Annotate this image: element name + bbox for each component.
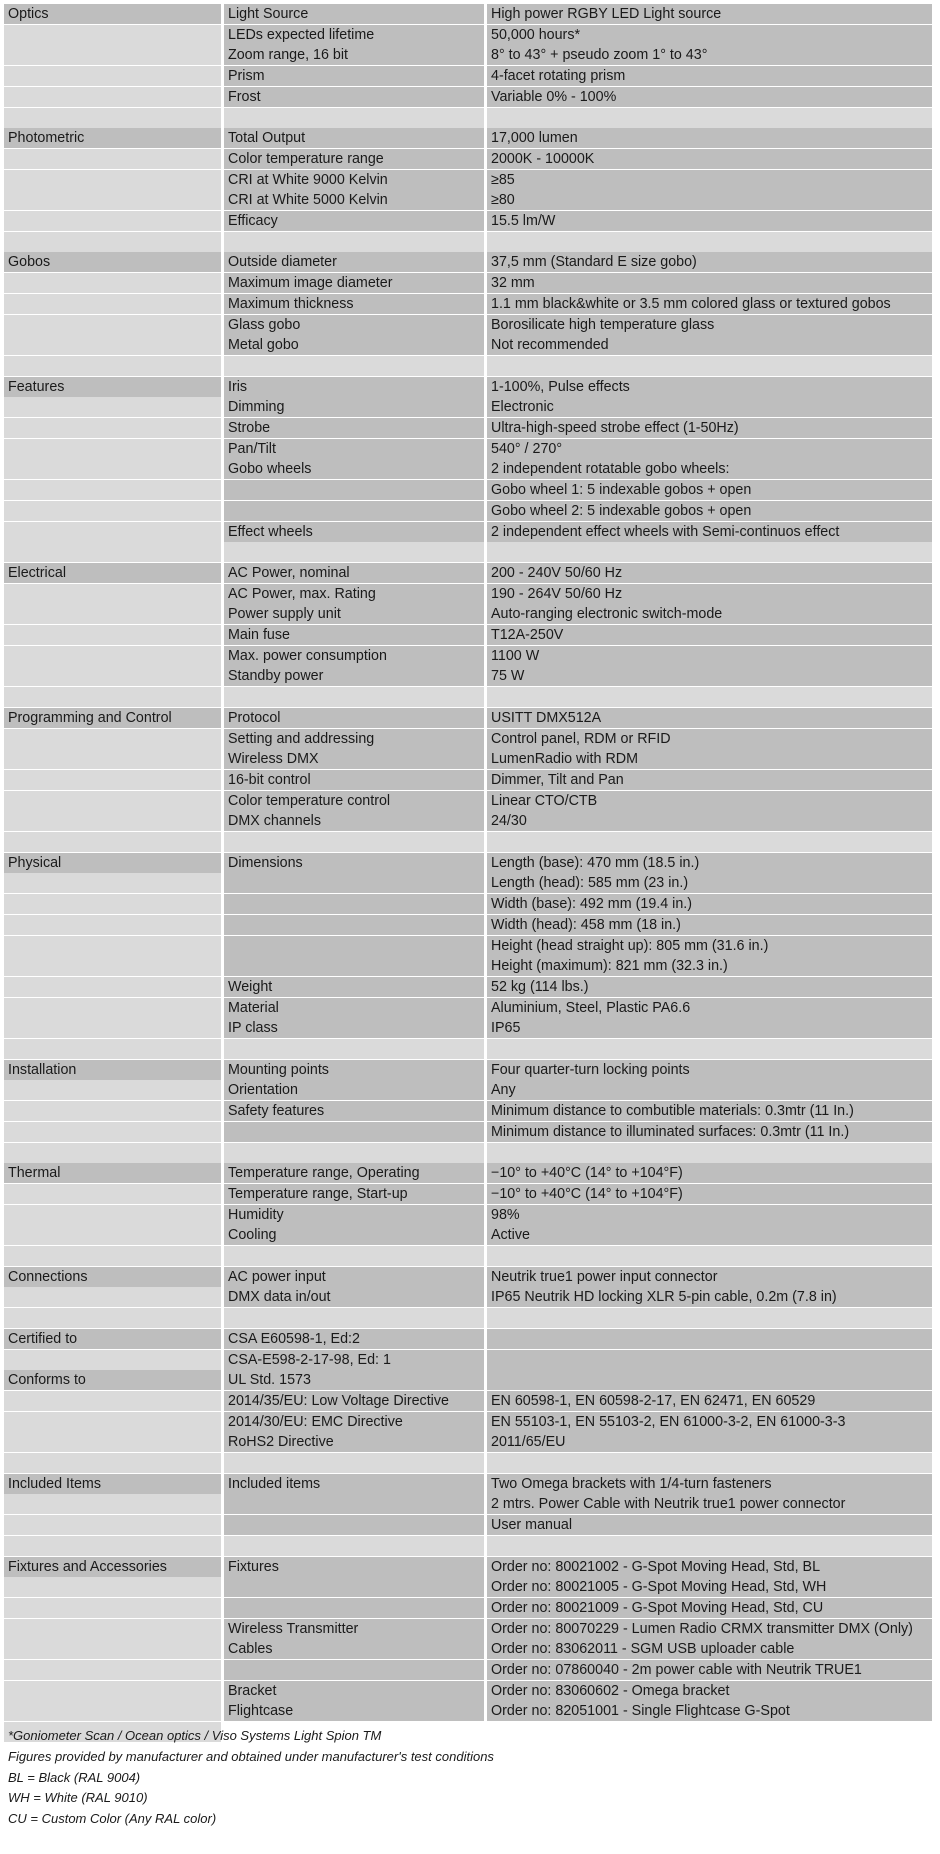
spec-value: 1.1 mm black&white or 3.5 mm colored glass or textured gobos xyxy=(487,294,932,314)
spec-value: 17,000 lumen xyxy=(487,128,932,148)
section-title-filler xyxy=(4,1412,221,1432)
spec-label: Orientation xyxy=(224,1080,484,1100)
spec-value: ≥85 xyxy=(487,170,932,190)
spec-value: 32 mm xyxy=(487,273,932,293)
section-gap xyxy=(224,832,484,852)
spec-value: Order no: 83060602 - Omega bracket xyxy=(487,1681,932,1701)
spec-value: Four quarter-turn locking points xyxy=(487,1060,932,1080)
spec-value: Gobo wheel 1: 5 indexable gobos + open xyxy=(487,480,932,500)
spec-value: 2011/65/EU xyxy=(487,1432,932,1452)
section-title-filler xyxy=(4,397,221,417)
spec-label: Dimensions xyxy=(224,853,484,873)
spec-label: Mounting points xyxy=(224,1060,484,1080)
spec-label: AC power input xyxy=(224,1267,484,1287)
section-title-filler xyxy=(4,315,221,335)
section-title-filler xyxy=(4,335,221,355)
section-title: Physical xyxy=(4,853,221,873)
spec-value: EN 60598-1, EN 60598-2-17, EN 62471, EN 60529 xyxy=(487,1391,932,1411)
spec-label: Wireless DMX xyxy=(224,749,484,769)
spec-value: Two Omega brackets with 1/4-turn fasteners xyxy=(487,1474,932,1494)
footnote: CU = Custom Color (Any RAL color) xyxy=(8,1810,217,1826)
section-title-filler xyxy=(4,1391,221,1411)
spec-label: Color temperature range xyxy=(224,149,484,169)
section-gap xyxy=(224,542,484,562)
spec-label: Standby power xyxy=(224,666,484,686)
section-gap xyxy=(487,232,932,252)
section-gap xyxy=(224,1308,484,1328)
section-gap xyxy=(4,1453,221,1473)
spec-value: Gobo wheel 2: 5 indexable gobos + open xyxy=(487,501,932,521)
section-title: Thermal xyxy=(4,1163,221,1183)
spec-value: 2 mtrs. Power Cable with Neutrik true1 power connector xyxy=(487,1494,932,1514)
footnote: Figures provided by manufacturer and obtained under manufacturer's test conditions xyxy=(8,1748,494,1764)
section-title-filler xyxy=(4,418,221,438)
spec-value xyxy=(487,1350,932,1370)
spec-label-filler xyxy=(224,1660,484,1680)
spec-label: UL Std. 1573 xyxy=(224,1370,484,1390)
section-gap xyxy=(224,356,484,376)
section-gap xyxy=(4,1039,221,1059)
spec-value: Length (base): 470 mm (18.5 in.) xyxy=(487,853,932,873)
spec-value: 75 W xyxy=(487,666,932,686)
section-gap xyxy=(224,1143,484,1163)
spec-label: Prism xyxy=(224,66,484,86)
section-gap xyxy=(224,108,484,128)
spec-value: 2000K - 10000K xyxy=(487,149,932,169)
spec-label: Flightcase xyxy=(224,1701,484,1721)
section-title: Fixtures and Accessories xyxy=(4,1557,221,1577)
section-gap xyxy=(224,1453,484,1473)
spec-label: 16-bit control xyxy=(224,770,484,790)
section-title-filler xyxy=(4,791,221,811)
section-title-filler xyxy=(4,584,221,604)
spec-label-filler xyxy=(224,1515,484,1535)
spec-label: CRI at White 5000 Kelvin xyxy=(224,190,484,210)
spec-value: Width (base): 492 mm (19.4 in.) xyxy=(487,894,932,914)
section-title-filler xyxy=(4,1660,221,1680)
section-title-filler xyxy=(4,149,221,169)
spec-label: Wireless Transmitter xyxy=(224,1619,484,1639)
section-gap xyxy=(487,687,932,707)
spec-value: 540° / 270° xyxy=(487,439,932,459)
spec-value: IP65 Neutrik HD locking XLR 5-pin cable, 0.2m (7.8 in) xyxy=(487,1287,932,1307)
section-title-filler xyxy=(4,1184,221,1204)
spec-value: EN 55103-1, EN 55103-2, EN 61000-3-2, EN 61000-3-3 xyxy=(487,1412,932,1432)
section-title-filler xyxy=(4,45,221,65)
section-gap xyxy=(4,232,221,252)
spec-value: User manual xyxy=(487,1515,932,1535)
spec-value: USITT DMX512A xyxy=(487,708,932,728)
section-gap xyxy=(224,1246,484,1266)
spec-label: Main fuse xyxy=(224,625,484,645)
section-gap xyxy=(487,542,932,562)
spec-value: 98% xyxy=(487,1205,932,1225)
section-gap xyxy=(4,832,221,852)
spec-label: 2014/30/EU: EMC Directive xyxy=(224,1412,484,1432)
section-gap xyxy=(224,232,484,252)
spec-label: Temperature range, Operating xyxy=(224,1163,484,1183)
section-title: Electrical xyxy=(4,563,221,583)
spec-value: Not recommended xyxy=(487,335,932,355)
spec-value: 50,000 hours* xyxy=(487,25,932,45)
spec-value: 2 independent rotatable gobo wheels: xyxy=(487,459,932,479)
section-title-filler xyxy=(4,25,221,45)
spec-label: DMX channels xyxy=(224,811,484,831)
spec-value: Control panel, RDM or RFID xyxy=(487,729,932,749)
section-title-filler xyxy=(4,522,221,542)
footnote: *Goniometer Scan / Ocean optics / Viso Systems Light Spion TM xyxy=(8,1728,382,1744)
spec-value: Auto-ranging electronic switch-mode xyxy=(487,604,932,624)
section-title-filler xyxy=(4,1205,221,1225)
spec-label: Iris xyxy=(224,377,484,397)
spec-label: RoHS2 Directive xyxy=(224,1432,484,1452)
spec-label: Protocol xyxy=(224,708,484,728)
section-title-filler xyxy=(4,439,221,459)
section-gap xyxy=(487,356,932,376)
spec-value: 200 - 240V 50/60 Hz xyxy=(487,563,932,583)
spec-label: Cooling xyxy=(224,1225,484,1245)
spec-value: Neutrik true1 power input connector xyxy=(487,1267,932,1287)
spec-label: Glass gobo xyxy=(224,315,484,335)
section-gap xyxy=(487,1143,932,1163)
spec-label: LEDs expected lifetime xyxy=(224,25,484,45)
spec-label: CRI at White 9000 Kelvin xyxy=(224,170,484,190)
spec-value: Order no: 80070229 - Lumen Radio CRMX transmitter DMX (Only) xyxy=(487,1619,932,1639)
section-title-filler xyxy=(4,87,221,107)
spec-value: Electronic xyxy=(487,397,932,417)
section-title-filler xyxy=(4,1432,221,1452)
section-title-filler xyxy=(4,998,221,1018)
section-title-filler xyxy=(4,1577,221,1597)
section-title-filler xyxy=(4,956,221,976)
spec-label: Light Source xyxy=(224,4,484,24)
section-title-filler xyxy=(4,1494,221,1514)
section-title-filler xyxy=(4,646,221,666)
spec-label: Metal gobo xyxy=(224,335,484,355)
section-title-filler xyxy=(4,873,221,893)
section-title-filler xyxy=(4,1287,221,1307)
spec-value: LumenRadio with RDM xyxy=(487,749,932,769)
section-title-filler xyxy=(4,604,221,624)
spec-label: Effect wheels xyxy=(224,522,484,542)
spec-value: 52 kg (114 lbs.) xyxy=(487,977,932,997)
spec-value: Aluminium, Steel, Plastic PA6.6 xyxy=(487,998,932,1018)
spec-value: 1100 W xyxy=(487,646,932,666)
section-title-filler xyxy=(4,501,221,521)
spec-label: Total Output xyxy=(224,128,484,148)
spec-label: Cables xyxy=(224,1639,484,1659)
spec-label: CSA-E598-2-17-98, Ed: 1 xyxy=(224,1350,484,1370)
section-title: Gobos xyxy=(4,252,221,272)
spec-label-filler xyxy=(224,894,484,914)
section-gap xyxy=(487,108,932,128)
spec-label: Efficacy xyxy=(224,211,484,231)
section-gap xyxy=(487,1536,932,1556)
section-title: Connections xyxy=(4,1267,221,1287)
spec-label: Material xyxy=(224,998,484,1018)
spec-label: Power supply unit xyxy=(224,604,484,624)
spec-label: Zoom range, 16 bit xyxy=(224,45,484,65)
spec-label: Gobo wheels xyxy=(224,459,484,479)
section-title-filler xyxy=(4,190,221,210)
spec-value: ≥80 xyxy=(487,190,932,210)
section-title: Conforms to xyxy=(4,1370,221,1390)
spec-value: T12A-250V xyxy=(487,625,932,645)
section-title-filler xyxy=(4,811,221,831)
section-gap xyxy=(487,832,932,852)
section-title-filler xyxy=(4,625,221,645)
section-title: Photometric xyxy=(4,128,221,148)
section-gap xyxy=(4,542,221,562)
section-gap xyxy=(487,1039,932,1059)
section-title-filler xyxy=(4,1598,221,1618)
spec-label: Safety features xyxy=(224,1101,484,1121)
spec-value: Any xyxy=(487,1080,932,1100)
spec-value: Height (head straight up): 805 mm (31.6 in.) xyxy=(487,936,932,956)
section-title-filler xyxy=(4,1101,221,1121)
section-title: Included Items xyxy=(4,1474,221,1494)
section-title-filler xyxy=(4,459,221,479)
spec-label-filler xyxy=(224,936,484,956)
section-title-filler xyxy=(4,273,221,293)
section-title-filler xyxy=(4,1018,221,1038)
section-title-filler xyxy=(4,480,221,500)
spec-label-filler xyxy=(224,1598,484,1618)
spec-value: High power RGBY LED Light source xyxy=(487,4,932,24)
spec-value: 1-100%, Pulse effects xyxy=(487,377,932,397)
section-title-filler xyxy=(4,894,221,914)
spec-value: Height (maximum): 821 mm (32.3 in.) xyxy=(487,956,932,976)
section-title-filler xyxy=(4,170,221,190)
section-title-filler xyxy=(4,211,221,231)
spec-label-filler xyxy=(224,480,484,500)
section-gap xyxy=(4,356,221,376)
spec-label: Bracket xyxy=(224,1681,484,1701)
spec-label-filler xyxy=(224,1577,484,1597)
spec-value xyxy=(487,1329,932,1349)
spec-label: Weight xyxy=(224,977,484,997)
spec-value: 8° to 43° + pseudo zoom 1° to 43° xyxy=(487,45,932,65)
spec-label: Maximum image diameter xyxy=(224,273,484,293)
section-title: Optics xyxy=(4,4,221,24)
section-title-filler xyxy=(4,1225,221,1245)
spec-label: Outside diameter xyxy=(224,252,484,272)
spec-label: Maximum thickness xyxy=(224,294,484,314)
spec-value: Ultra-high-speed strobe effect (1-50Hz) xyxy=(487,418,932,438)
spec-label: IP class xyxy=(224,1018,484,1038)
section-gap xyxy=(487,1308,932,1328)
spec-value xyxy=(487,1370,932,1390)
section-title-filler xyxy=(4,1350,221,1370)
section-title-filler xyxy=(4,977,221,997)
spec-value: 4-facet rotating prism xyxy=(487,66,932,86)
section-title-filler xyxy=(4,915,221,935)
section-title-filler xyxy=(4,1639,221,1659)
spec-value: Variable 0% - 100% xyxy=(487,87,932,107)
section-title-filler xyxy=(4,749,221,769)
spec-label: Fixtures xyxy=(224,1557,484,1577)
spec-label: Humidity xyxy=(224,1205,484,1225)
spec-label: CSA E60598-1, Ed:2 xyxy=(224,1329,484,1349)
footnote: WH = White (RAL 9010) xyxy=(8,1790,148,1806)
section-gap xyxy=(487,1246,932,1266)
spec-label: Pan/Tilt xyxy=(224,439,484,459)
spec-value: 190 - 264V 50/60 Hz xyxy=(487,584,932,604)
spec-value: 15.5 lm/W xyxy=(487,211,932,231)
section-gap xyxy=(224,687,484,707)
section-title-filler xyxy=(4,936,221,956)
spec-value: Width (head): 458 mm (18 in.) xyxy=(487,915,932,935)
section-title-filler xyxy=(4,770,221,790)
spec-value: 37,5 mm (Standard E size gobo) xyxy=(487,252,932,272)
section-title-filler xyxy=(4,1122,221,1142)
section-gap xyxy=(4,108,221,128)
spec-label: Strobe xyxy=(224,418,484,438)
section-title: Installation xyxy=(4,1060,221,1080)
spec-label: Color temperature control xyxy=(224,791,484,811)
spec-label-filler xyxy=(224,956,484,976)
spec-value: Minimum distance to illuminated surfaces: 0.3mtr (11 In.) xyxy=(487,1122,932,1142)
section-gap xyxy=(4,1308,221,1328)
section-title: Programming and Control xyxy=(4,708,221,728)
spec-value: IP65 xyxy=(487,1018,932,1038)
spec-value: Linear CTO/CTB xyxy=(487,791,932,811)
spec-label: 2014/35/EU: Low Voltage Directive xyxy=(224,1391,484,1411)
section-title-filler xyxy=(4,294,221,314)
spec-value: −10° to +40°C (14° to +104°F) xyxy=(487,1184,932,1204)
spec-value: Dimmer, Tilt and Pan xyxy=(487,770,932,790)
section-gap xyxy=(224,1536,484,1556)
section-title-filler xyxy=(4,729,221,749)
section-title: Certified to xyxy=(4,1329,221,1349)
section-gap xyxy=(487,1453,932,1473)
spec-label: AC Power, nominal xyxy=(224,563,484,583)
spec-label-filler xyxy=(224,873,484,893)
section-title-filler xyxy=(4,1080,221,1100)
section-title-filler xyxy=(4,1681,221,1701)
section-title: Features xyxy=(4,377,221,397)
spec-value: Order no: 80021009 - G-Spot Moving Head, Std, CU xyxy=(487,1598,932,1618)
spec-value: Minimum distance to combutible materials: 0.3mtr (11 In.) xyxy=(487,1101,932,1121)
section-title-filler xyxy=(4,66,221,86)
spec-value: −10° to +40°C (14° to +104°F) xyxy=(487,1163,932,1183)
section-title-filler xyxy=(4,1515,221,1535)
spec-label-filler xyxy=(224,1494,484,1514)
section-gap xyxy=(4,1536,221,1556)
spec-value: 2 independent effect wheels with Semi-continuos effect xyxy=(487,522,932,542)
spec-label: Temperature range, Start-up xyxy=(224,1184,484,1204)
spec-value: Order no: 83062011 - SGM USB uploader cable xyxy=(487,1639,932,1659)
spec-label: AC Power, max. Rating xyxy=(224,584,484,604)
spec-label: Dimming xyxy=(224,397,484,417)
spec-value: Order no: 80021005 - G-Spot Moving Head, Std, WH xyxy=(487,1577,932,1597)
spec-label: Frost xyxy=(224,87,484,107)
spec-value: Length (head): 585 mm (23 in.) xyxy=(487,873,932,893)
spec-label: Setting and addressing xyxy=(224,729,484,749)
spec-label-filler xyxy=(224,915,484,935)
spec-value: Order no: 07860040 - 2m power cable with Neutrik TRUE1 xyxy=(487,1660,932,1680)
section-gap xyxy=(4,1143,221,1163)
spec-label: Max. power consumption xyxy=(224,646,484,666)
spec-value: Active xyxy=(487,1225,932,1245)
spec-label: DMX data in/out xyxy=(224,1287,484,1307)
spec-label: Included items xyxy=(224,1474,484,1494)
footnote: BL = Black (RAL 9004) xyxy=(8,1769,141,1785)
section-gap xyxy=(224,1039,484,1059)
spec-value: 24/30 xyxy=(487,811,932,831)
spec-value: Borosilicate high temperature glass xyxy=(487,315,932,335)
spec-value: Order no: 82051001 - Single Flightcase G-Spot xyxy=(487,1701,932,1721)
spec-value: Order no: 80021002 - G-Spot Moving Head, Std, BL xyxy=(487,1557,932,1577)
section-title-filler xyxy=(4,666,221,686)
spec-label-filler xyxy=(224,501,484,521)
section-title-filler xyxy=(4,1701,221,1721)
section-gap xyxy=(4,1246,221,1266)
spec-label-filler xyxy=(224,1122,484,1142)
section-title-filler xyxy=(4,1619,221,1639)
section-gap xyxy=(4,687,221,707)
